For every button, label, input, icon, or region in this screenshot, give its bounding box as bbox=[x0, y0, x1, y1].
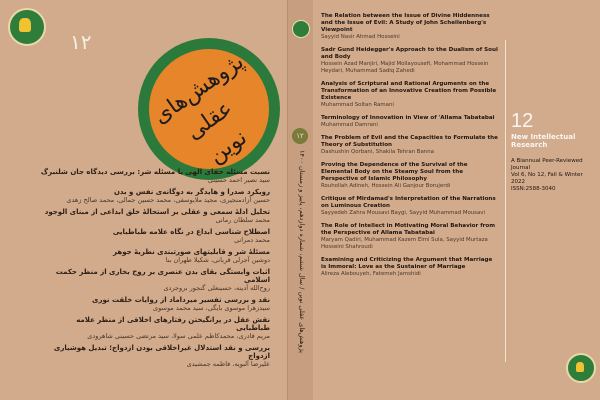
article-authors: Alireza Alebouyeh, Fatemeh Jamshidi bbox=[321, 271, 421, 277]
article-authors: دوشین آجرلی قربانی، شکیلا طهران بنا bbox=[165, 256, 270, 264]
emblem-inner-circle bbox=[149, 49, 269, 169]
publisher-text bbox=[46, 10, 106, 18]
issn-line: ISSN:2588-3040 bbox=[511, 186, 556, 192]
article-authors: سید نصیر احمد حسینی bbox=[207, 176, 270, 184]
list-item bbox=[321, 257, 499, 278]
list-item bbox=[40, 316, 270, 340]
article-title: Examining and Criticizing the Argument that Marriage is Immoral: Love as the Sustainer of Marriage bbox=[321, 257, 493, 270]
article-authors: Muhammad Soltan Ramani bbox=[321, 102, 394, 108]
article-title: Proving the Dependence of the Survival of the Elemental Body on the Steamy Soul from the Perspective of Islamic Philosophy bbox=[321, 162, 468, 182]
article-title: اثبات وابستگی بقای بدن عنصری بر روح بخاری از منظر حکمت اسلامی bbox=[55, 268, 270, 284]
article-authors: Dashushin Qorbani, Shakila Tehran Banna bbox=[321, 149, 434, 155]
list-item bbox=[321, 162, 499, 190]
list-item bbox=[321, 47, 499, 75]
list-item bbox=[40, 188, 270, 204]
front-cover-article-list bbox=[321, 13, 499, 284]
article-title: Terminology of Innovation in View of 'Allama Tabatabai bbox=[321, 115, 495, 121]
article-title: مسئلهٔ شر و قابلیتهای صورتبندی نظریهٔ جوهر bbox=[112, 248, 270, 256]
article-authors: محمد سلطان رمانی bbox=[215, 216, 270, 224]
article-title: نسبت مسئله خفای الهی با مسئله شر: بررسی دیدگاه جان شلنبرگ bbox=[40, 168, 270, 176]
publisher-logo-icon bbox=[8, 8, 46, 46]
spine-logo-icon bbox=[292, 20, 310, 38]
list-item bbox=[321, 196, 499, 217]
article-title: اصطلاح شناسی ابداع در نگاه علامه طباطبایی bbox=[112, 228, 270, 236]
journal-title: New Intellectual Research bbox=[511, 133, 576, 149]
article-authors: Hossein Azad Manjiri, Majid Mollayousefi, Mohammad Hossein Heydari, Muhammad Sadiq Zahedi bbox=[321, 61, 489, 74]
spine-issue-badge: ۱۲ bbox=[292, 128, 308, 144]
article-title: تحلیل ادلهٔ سمعی و عقلی بر استحالهٔ خلق ابداعی از مبنای الوجود bbox=[44, 208, 270, 216]
article-authors: Maryam Qadiri, Muhammad Kazem Elmi Sula, Sayyid Murtaza Hosseini Shahroudi bbox=[321, 237, 488, 250]
list-item bbox=[321, 135, 499, 156]
article-authors: علیرضا آلبویه، فاطمه جمشیدی bbox=[186, 360, 270, 368]
publisher-seal-icon bbox=[566, 353, 596, 383]
article-title: بررسی و نقد استدلال غیراخلاقی بودن ازدواج؛ تبدیل هوشیاری ازدواج bbox=[53, 344, 270, 360]
article-title: Analysis of Scriptural and Rational Arguments on the Transformation of an Innovative Creation from Possible Existence bbox=[321, 81, 497, 101]
article-authors: حسین آزادمنجیری، مجید ملایوسفی، محمد حسین جمالی، محمد صالح زهدی bbox=[66, 196, 270, 204]
article-title: The Role of Intellect in Motivating Moral Behavior from the Perspective of Allama Tabatabai bbox=[321, 223, 496, 236]
emblem-calligraphy: پژوهش‌های عقلی نوین bbox=[148, 49, 252, 169]
article-authors: Rouhollah Adineh, Hossein Ali Ganjour Borujerdi bbox=[321, 183, 451, 189]
list-item bbox=[40, 228, 270, 244]
back-issue-number: ۱۲ bbox=[70, 30, 92, 54]
list-item bbox=[40, 168, 270, 184]
spine-title-text: پژوهش‌های عقلی نوین / سال ششم، شماره دوازدهم، پاییز و زمستان ۱۴۰۰ bbox=[298, 150, 306, 353]
article-title: نقد و بررسی تفسیر میرداماد از روایات خلقت نوری bbox=[92, 296, 270, 304]
article-title: رویکرد صدرا و هایدگر به دوگانه‌ی نفس و بدن bbox=[113, 188, 270, 196]
article-title: The Problem of Evil and the Capacities to Formulate the Theory of Substitution bbox=[321, 135, 498, 148]
list-item bbox=[321, 115, 499, 129]
article-title: Sadr Gund Heidegger's Approach to the Dualism of Soul and Body bbox=[321, 47, 498, 60]
list-item bbox=[40, 248, 270, 264]
article-authors: مریم قادری، محمدکاظم علمی سولا، سید مرتضی حسینی شاهرودی bbox=[87, 332, 270, 340]
article-authors: Muhammad Damrani bbox=[321, 122, 378, 128]
article-title: The Relation between the Issue of Divine Hiddenness and the Issue of Evil: A Study of John Schellenberg's Viewpoint bbox=[321, 13, 490, 33]
list-item bbox=[40, 268, 270, 292]
journal-info bbox=[511, 158, 596, 193]
list-item bbox=[321, 81, 499, 109]
article-title: نقش عقل در پرانگیختن رفتارهای اخلاقی از منظر علامه طباطبایی bbox=[76, 316, 270, 332]
list-item bbox=[40, 344, 270, 368]
front-divider-line bbox=[505, 40, 506, 362]
list-item bbox=[321, 13, 499, 41]
back-cover-article-list bbox=[40, 168, 270, 372]
list-item bbox=[40, 296, 270, 312]
volume-line: Vol 6, No 12, Fall & Winter 2022 bbox=[511, 172, 583, 185]
front-issue-number: 12 bbox=[511, 110, 534, 132]
journal-emblem bbox=[138, 38, 280, 180]
list-item bbox=[40, 208, 270, 224]
article-authors: روح‌الله آدینه، حسینعلی گنجور بروجردی bbox=[163, 284, 270, 292]
article-authors: سیدزهرا موسوی بایگی، سید محمد موسوی bbox=[153, 304, 270, 312]
article-authors: محمد دمرانی bbox=[234, 236, 270, 244]
article-authors: Sayyid Nasir Ahmad Hosseini bbox=[321, 34, 400, 40]
list-item bbox=[321, 223, 499, 251]
article-title: Critique of Mirdamad's Interpretation of the Narrations on Luminous Creation bbox=[321, 196, 496, 209]
article-authors: Sayyedeh Zahra Mousavi Baygi, Sayyid Muhammad Mousavi bbox=[321, 210, 485, 216]
journal-subtitle: A Biannual Peer-Reviewed Journal bbox=[511, 158, 583, 171]
